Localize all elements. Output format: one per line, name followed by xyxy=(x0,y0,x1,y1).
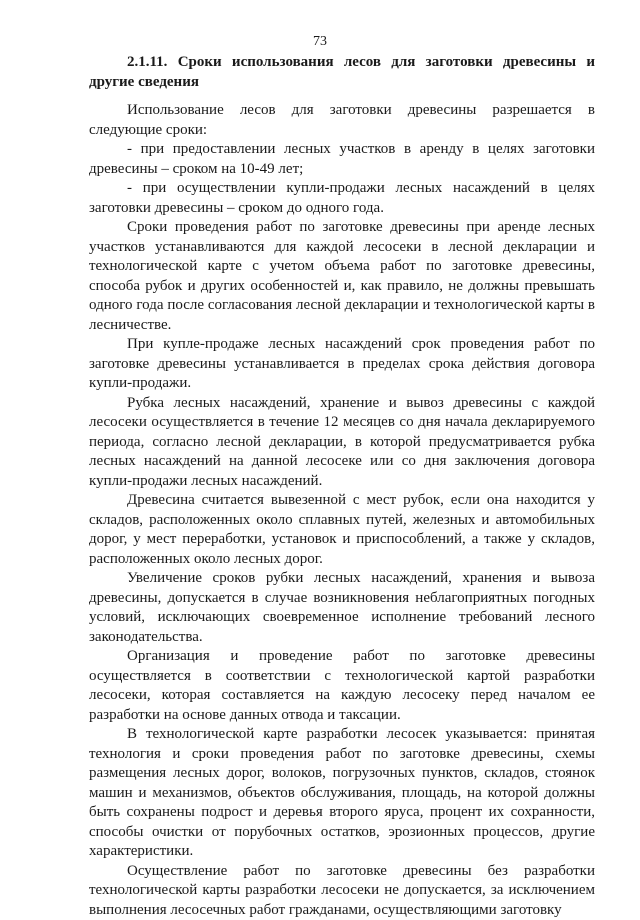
paragraph: Организация и проведение работ по заготовке древесины осуществляется в соответствии с технологической картой разработки лесосеки, которая составляется на каждую лесосеку перед началом ее разработки на основе данных отвода и таксации. xyxy=(89,647,595,725)
paragraph: В технологической карте разработки лесосек указывается: принятая технология и сроки проведения работ по заготовке древесины, схемы размещения лесных дорог, волоков, погрузочных пунктов, складов, стоянок машин и механизмов, объектов обслуживания, площадь, на которой должны быть сохранены подрост и деревья второго яруса, процент их сохранности, способы очистки от порубочных остатков, эрозионных процессов, другие характеристики. xyxy=(89,725,595,862)
section-heading: 2.1.11. Сроки использования лесов для заготовки древесины и другие сведения xyxy=(89,53,595,92)
paragraph: Сроки проведения работ по заготовке древесины при аренде лесных участков устанавливаются для каждой лесосеки в лесной декларации и технологической карте с учетом объема работ по заготовке древесины, способа рубок и других особенностей и, как правило, не должны превышать одного года после согласования лесной декларации и технологической карты в лесничестве. xyxy=(89,218,595,335)
paragraph: При купле-продаже лесных насаждений срок проведения работ по заготовке древесины устанавливается в пределах срока действия договора купли-продажи. xyxy=(89,335,595,394)
paragraph: - при предоставлении лесных участков в аренду в целях заготовки древесины – сроком на 10-49 лет; xyxy=(89,140,595,179)
paragraph: Древесина считается вывезенной с мест рубок, если она находится у складов, расположенных около сплавных путей, железных и автомобильных дорог, у мест переработки, установок и приспособлений, а также у складов, расположенных около лесных дорог. xyxy=(89,491,595,569)
paragraph: - при осуществлении купли-продажи лесных насаждений в целях заготовки древесины – сроком до одного года. xyxy=(89,179,595,218)
paragraph: Осуществление работ по заготовке древесины без разработки технологической карты разработки лесосеки не допускается, за исключением выполнения лесосечных работ гражданами, осуществляющими заготовку xyxy=(89,862,595,920)
paragraph: Использование лесов для заготовки древесины разрешается в следующие сроки: xyxy=(89,101,595,140)
page-number: 73 xyxy=(0,33,640,51)
paragraph: Увеличение сроков рубки лесных насаждений, хранения и вывоза древесины, допускается в случае возникновения неблагоприятных погодных условий, исключающих своевременное исполнение требований лесного законодательства. xyxy=(89,569,595,647)
paragraph: Рубка лесных насаждений, хранение и вывоз древесины с каждой лесосеки осуществляется в течение 12 месяцев со дня начала декларируемого периода, согласно лесной декларации, в которой предусматривается рубка лесных насаждений на данной лесосеке или со дня заключения договора купли-продажи лесных насаждений. xyxy=(89,394,595,492)
document-body xyxy=(89,101,595,920)
